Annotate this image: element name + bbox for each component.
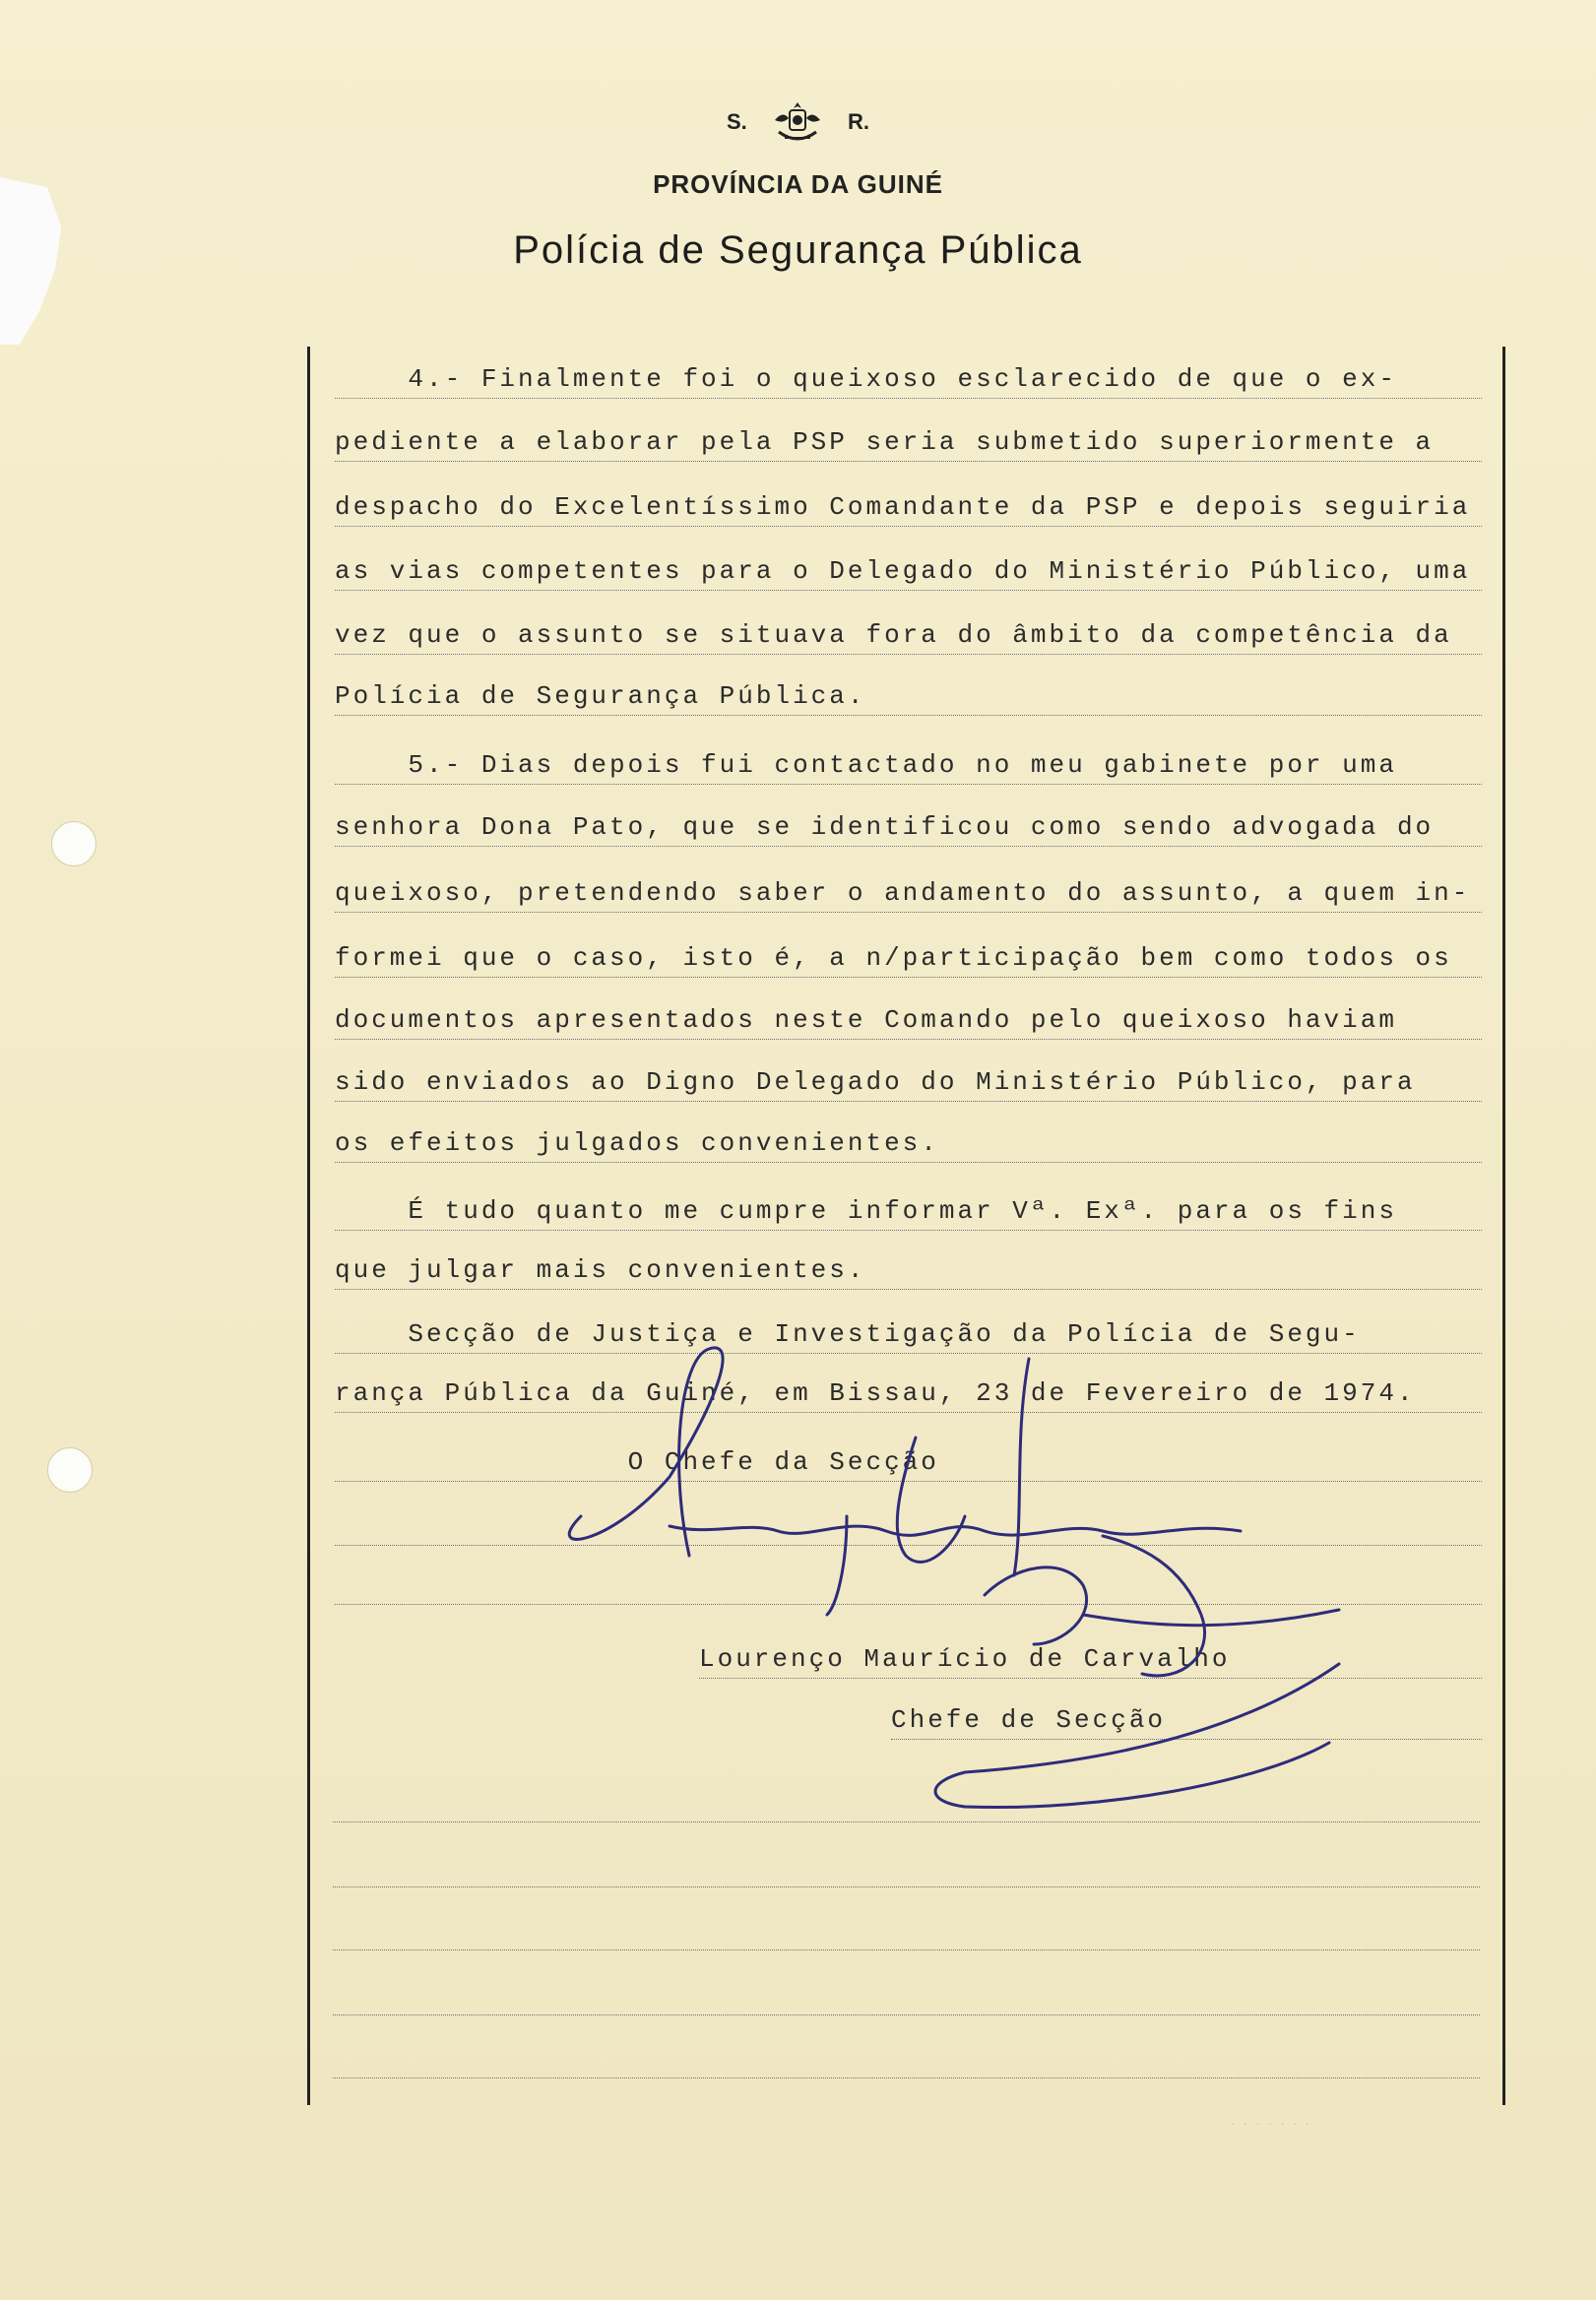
punch-hole-top bbox=[51, 821, 96, 866]
body-line: É tudo quanto me cumpre informar Vª. Exª. para os fins bbox=[335, 1196, 1482, 1231]
signer-title: Chefe de Secção bbox=[891, 1705, 1482, 1740]
r-letter: R. bbox=[848, 108, 870, 134]
letterhead-sr bbox=[0, 96, 1596, 150]
blank-ruled-line bbox=[333, 2014, 1480, 2015]
punch-hole-bottom bbox=[47, 1447, 93, 1493]
body-line: formei que o caso, isto é, a n/participação bem como todos os bbox=[335, 943, 1482, 978]
blank-ruled-line bbox=[333, 1949, 1480, 1950]
body-line: que julgar mais convenientes. bbox=[335, 1255, 1482, 1290]
signer-name: Lourenço Maurício de Carvalho bbox=[699, 1644, 1482, 1679]
body-line: documentos apresentados neste Comando pelo queixoso haviam bbox=[335, 1005, 1482, 1040]
body-line: senhora Dona Pato, que se identificou como sendo advogada do bbox=[335, 812, 1482, 847]
body-line: rança Pública da Guiné, em Bissau, 23 de Fevereiro de 1974. bbox=[335, 1378, 1482, 1413]
body-line: queixoso, pretendendo saber o andamento do assunto, a quem in- bbox=[335, 878, 1482, 913]
signature-caption: O Chefe da Secção bbox=[335, 1447, 1482, 1482]
body-line: vez que o assunto se situava fora do âmbito da competência da bbox=[335, 620, 1482, 655]
blank-ruled-line bbox=[333, 1886, 1480, 1887]
agency-title: Polícia de Segurança Pública bbox=[513, 228, 1083, 272]
body-line: Polícia de Segurança Pública. bbox=[335, 681, 1482, 716]
faint-watermark-mark: · · · · · · · bbox=[1231, 2115, 1311, 2131]
body-line: os efeitos julgados convenientes. bbox=[335, 1128, 1482, 1163]
right-margin-rule bbox=[1502, 347, 1505, 2105]
handwritten-signature bbox=[551, 1319, 1378, 1831]
left-margin-rule bbox=[307, 347, 310, 2105]
body-line: despacho do Excelentíssimo Comandante da PSP e depois seguiria bbox=[335, 492, 1482, 527]
body-line: 5.- Dias depois fui contactado no meu gabinete por uma bbox=[335, 750, 1482, 785]
s-letter: S. bbox=[726, 108, 747, 134]
body-line: 4.- Finalmente foi o queixoso esclarecido de que o ex- bbox=[335, 364, 1482, 399]
province-title: PROVÍNCIA DA GUINÉ bbox=[653, 169, 943, 199]
body-line: sido enviados ao Digno Delegado do Ministério Público, para bbox=[335, 1067, 1482, 1102]
body-line: as vias competentes para o Delegado do Ministério Público, uma bbox=[335, 556, 1482, 591]
body-line: Secção de Justiça e Investigação da Polícia de Segu- bbox=[335, 1319, 1482, 1354]
coat-of-arms-icon bbox=[771, 96, 824, 150]
body-line: pediente a elaborar pela PSP seria submetido superiormente a bbox=[335, 427, 1482, 462]
blank-ruled-line bbox=[333, 2077, 1480, 2078]
